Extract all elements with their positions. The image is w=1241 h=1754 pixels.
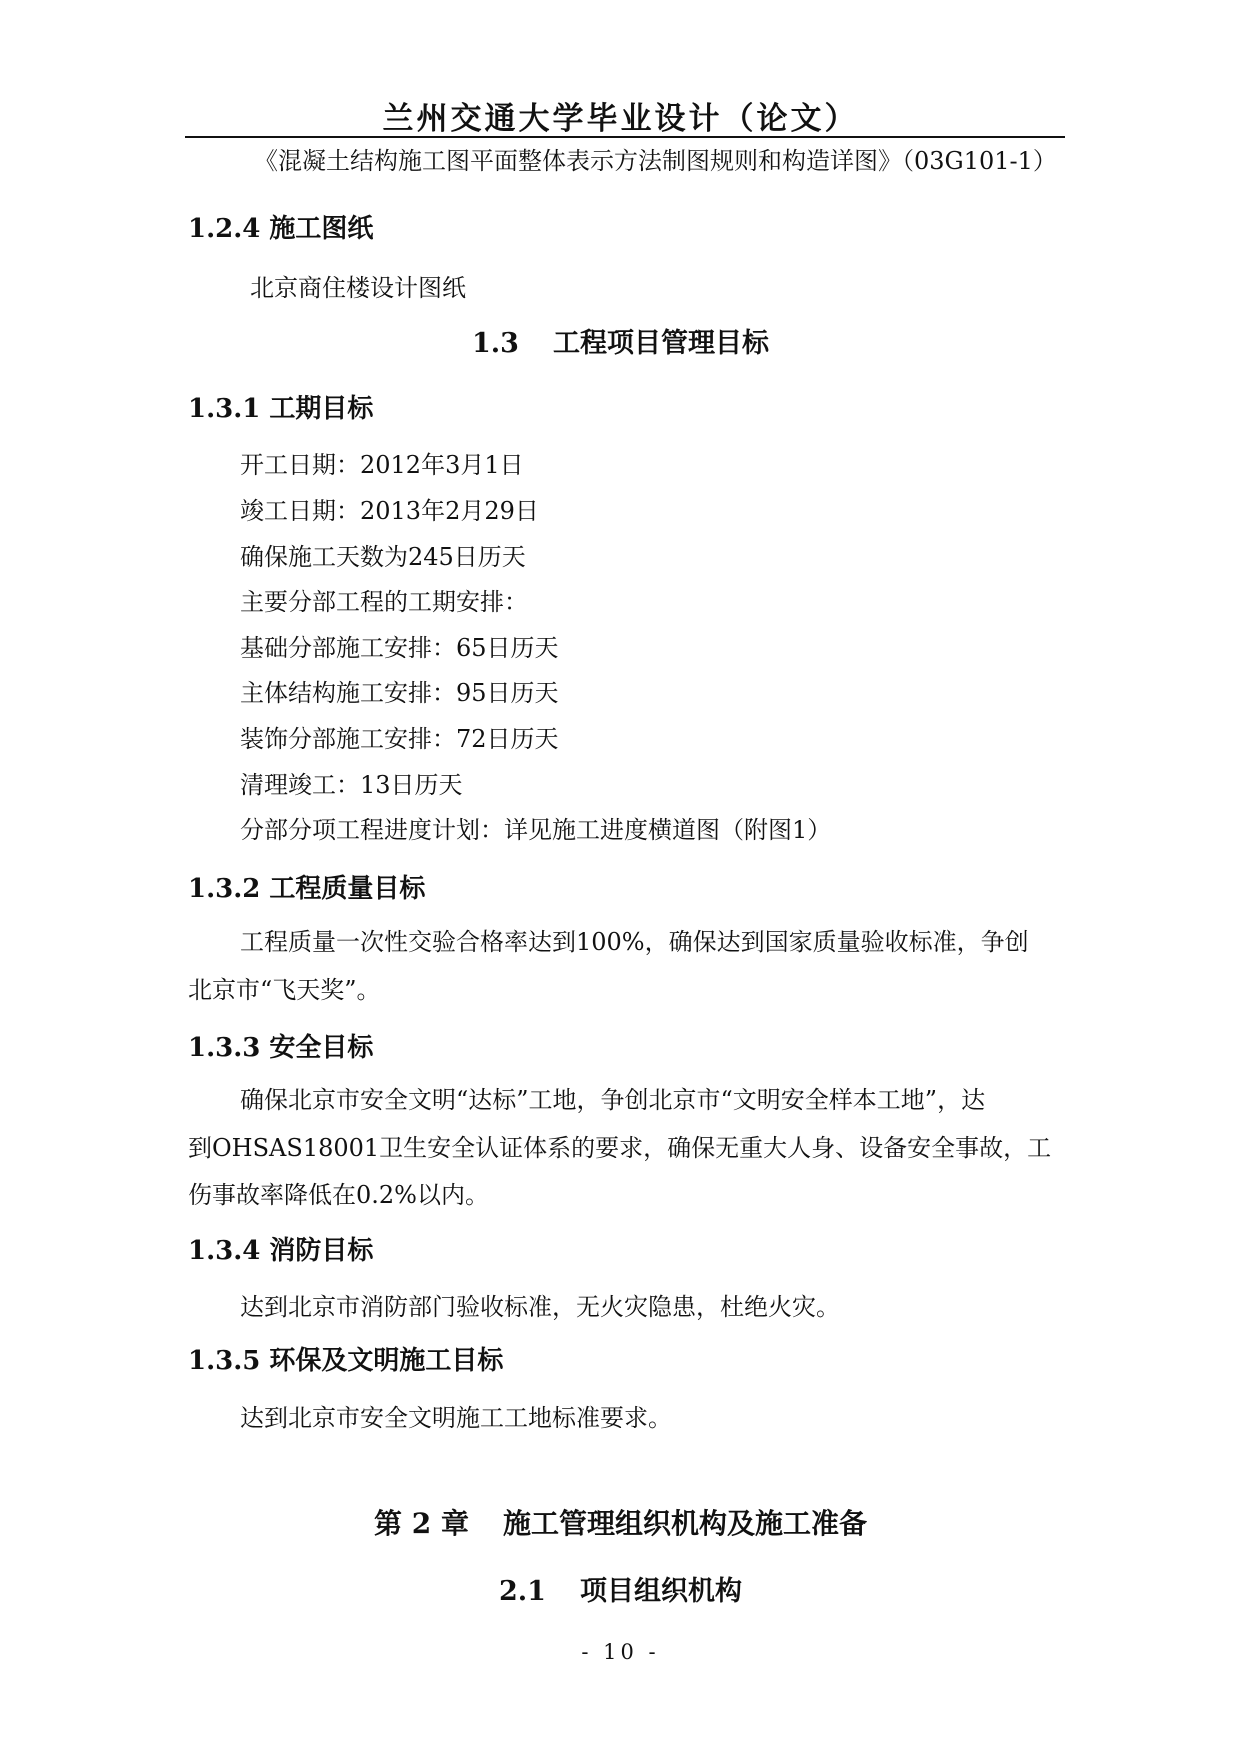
list-item: 确保施工天数为245日历天 — [240, 543, 526, 571]
section-title: 工程项目管理目标 — [552, 328, 769, 359]
running-header: 兰州交通大学毕业设计（论文） — [382, 101, 859, 137]
header-rule — [185, 136, 1065, 138]
paragraph: 达到北京市消防部门验收标准，无火灾隐患，杜绝火灾。 — [240, 1293, 840, 1321]
section-title: 项目组织机构 — [579, 1576, 742, 1607]
list-item: 主体结构施工安排：95日历天 — [240, 679, 559, 707]
paragraph: 北京商住楼设计图纸 — [250, 274, 466, 302]
paragraph-line: 到OHSAS18001卫生安全认证体系的要求，确保无重大人身、设备安全事故，工 — [188, 1134, 1052, 1162]
section-heading-2-1 — [0, 1569, 1241, 1608]
paragraph-line: 工程质量一次性交验合格率达到100%，确保达到国家质量验收标准，争创 — [240, 928, 1029, 956]
paragraph: 达到北京市安全文明施工工地标准要求。 — [240, 1404, 672, 1432]
standard-reference: 《混凝土结构施工图平面整体表示方法制图规则和构造详图》（03G101-1） — [254, 147, 1057, 175]
section-heading-1-3-1: 1.3.1 工期目标 — [188, 394, 374, 424]
section-number: 2.1 — [499, 1576, 546, 1607]
chapter-title: 施工管理组织机构及施工准备 — [502, 1507, 867, 1540]
list-item: 竣工日期：2013年2月29日 — [240, 497, 539, 525]
paragraph-line: 北京市“飞天奖”。 — [188, 976, 381, 1004]
chapter-heading — [0, 1502, 1241, 1542]
section-number: 1.3 — [472, 328, 519, 359]
list-item: 主要分部工程的工期安排： — [240, 588, 528, 616]
page-number: - 10 - — [581, 1640, 660, 1664]
paragraph-line: 确保北京市安全文明“达标”工地，争创北京市“文明安全样本工地”，达 — [240, 1086, 986, 1114]
list-item: 装饰分部施工安排：72日历天 — [240, 725, 559, 753]
list-item: 基础分部施工安排：65日历天 — [240, 634, 559, 662]
section-heading-1-3-3: 1.3.3 安全目标 — [188, 1033, 374, 1063]
section-heading-1-3 — [0, 321, 1241, 360]
section-heading-1-2-4: 1.2.4 施工图纸 — [188, 214, 374, 244]
section-heading-1-3-4: 1.3.4 消防目标 — [188, 1236, 374, 1266]
section-heading-1-3-2: 1.3.2 工程质量目标 — [188, 874, 426, 904]
paragraph-line: 伤事故率降低在0.2%以内。 — [188, 1181, 489, 1209]
chapter-number: 第 2 章 — [374, 1507, 469, 1540]
list-item: 分部分项工程进度计划：详见施工进度横道图（附图1） — [240, 816, 832, 844]
list-item: 开工日期：2012年3月1日 — [240, 451, 524, 479]
section-heading-1-3-5: 1.3.5 环保及文明施工目标 — [188, 1346, 504, 1376]
list-item: 清理竣工：13日历天 — [240, 771, 463, 799]
